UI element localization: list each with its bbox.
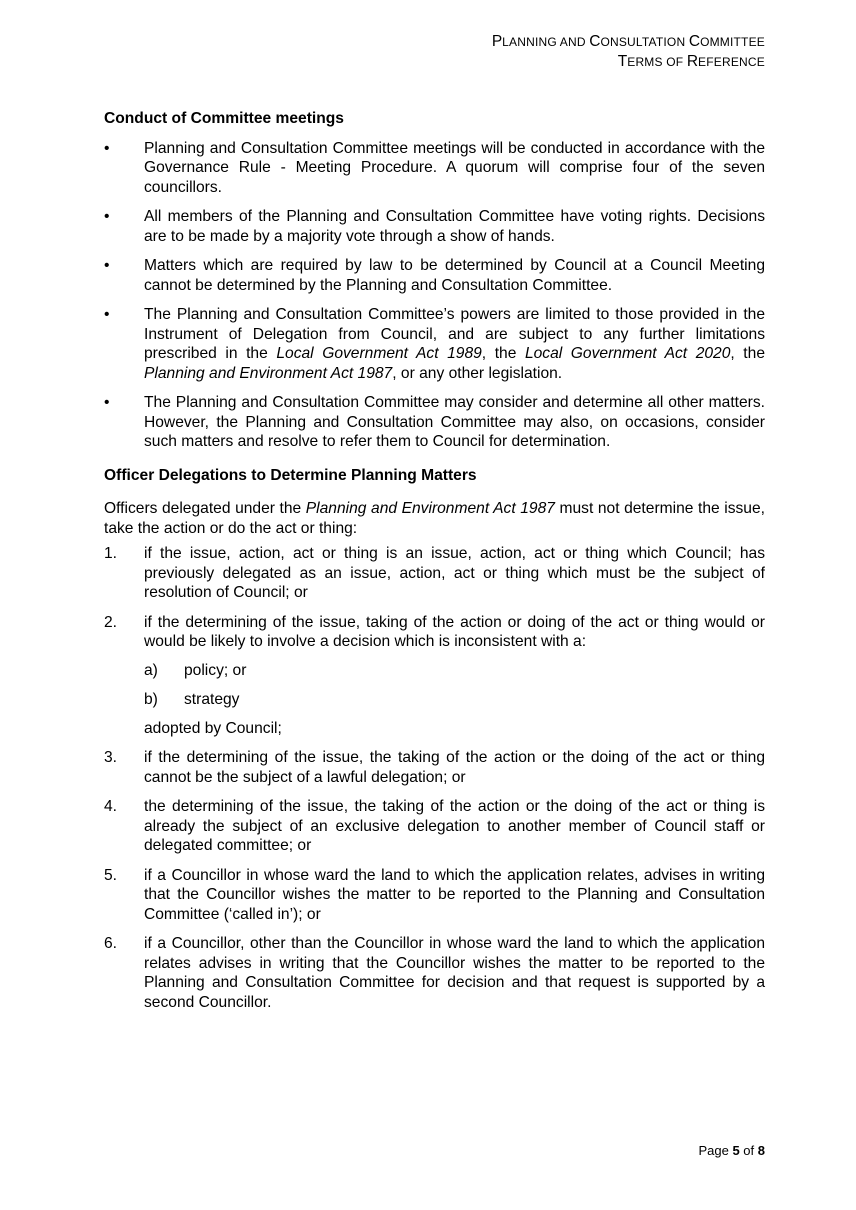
page-footer [698, 1143, 765, 1158]
total-pages: 8 [757, 1143, 765, 1158]
bullet-text: Planning and Consultation Committee meetings will be conducted in accordance with the Governance Rule - Meeting Procedure. A quorum will comprise four of the seven councillors. [144, 139, 765, 196]
bullet-text: Matters which are required by law to be determined by Council at a Council Meeting cannot be determined by the Planning and Consultation Committee. [144, 257, 765, 294]
list-item [104, 207, 765, 246]
text-run: must not determine the issue, take the action or do the act or thing: [104, 500, 765, 537]
bullet-text: The Planning and Consultation Committee may consider and determine all other matters. However, the Planning and Consultation Committee may also, on occasions, consider such matters and resolve to refer them to Council for determination. [144, 394, 765, 450]
item-number: 4. [104, 798, 118, 815]
item-text: if the determining of the issue, taking of the action or doing of the act or thing would or would be likely to involve a decision which is inconsistent with a: [144, 613, 765, 650]
text-run: , the [481, 345, 525, 362]
header-line-1 [492, 32, 765, 52]
header-smallcaps: ERMS OF [627, 55, 687, 69]
page-number: 5 [732, 1143, 740, 1158]
list-item [104, 866, 765, 925]
sub-item-label: a) [144, 661, 158, 679]
bullet-icon: • [104, 257, 110, 274]
sub-item-label: b) [144, 690, 158, 708]
act-title: Local Government Act 1989 [276, 345, 482, 362]
header-smallcaps: EFERENCE [698, 55, 765, 69]
item-continuation: adopted by Council; [144, 719, 282, 737]
item-text: if the determining of the issue, the taking of the action or the doing of the act or thing cannot be the subject of a lawful delegation; or [144, 749, 765, 786]
item-number: 3. [104, 749, 118, 766]
bullet-icon: • [104, 306, 110, 323]
page-body [104, 109, 765, 1022]
item-text: if a Councillor, other than the Councillor in whose ward the land to which the application relates advises in writing that the Councillor wishes the matter to be reported to the Planning and Consultation Committee for decision and that request is supported by a second Councillor. [144, 935, 765, 1011]
bullet-icon: • [104, 208, 110, 225]
list-item [104, 256, 765, 295]
item-text: if the issue, action, act or thing is an issue, action, act or thing which Council; has previously delegated as an issue, action, act or thing which must be the subject of resolution of Council; or [144, 545, 765, 601]
act-title: Local Government Act 2020 [524, 345, 731, 362]
of-label: of [743, 1143, 755, 1158]
bullet-text: All members of the Planning and Consultation Committee have voting rights. Decisions are to be made by a majority vote through a show of hands. [144, 208, 765, 245]
header-smallcaps: LANNING AND [502, 35, 590, 49]
list-item [104, 139, 765, 198]
header-smallcaps: ONSULTATION [600, 35, 689, 49]
conduct-bullet-list [104, 139, 765, 452]
header-smallcaps: OMMITTEE [700, 35, 765, 49]
item-text: if a Councillor in whose ward the land to which the application relates, advises in writing that the Councillor wishes the matter to be reported to the Planning and Consultation Committee (‘called in’); or [144, 866, 765, 923]
bullet-icon: • [104, 394, 110, 411]
section-heading-delegations: Officer Delegations to Determine Planning Matters [104, 466, 477, 484]
item-number: 6. [104, 935, 118, 952]
delegations-intro [104, 499, 765, 538]
sub-item-text: strategy [184, 690, 240, 708]
list-item [104, 797, 765, 856]
header-cap: C [688, 33, 701, 50]
item-number: 2. [104, 613, 118, 631]
running-header [492, 32, 765, 72]
text-run: The Planning and Consultation Committee’s powers are limited to those provided in the Instrument of Delegation from Council, and are subject to any further limitations prescribed in the [144, 306, 765, 362]
bullet-text [144, 306, 765, 382]
header-cap: P [491, 33, 503, 50]
header-cap: C [589, 33, 601, 50]
text-run: Officers delegated under the [104, 500, 306, 517]
text-run: , the [730, 345, 765, 362]
text-run: , or any other legislation. [392, 364, 563, 382]
item-number: 1. [104, 545, 118, 562]
sub-item [144, 661, 765, 681]
item-number: 5. [104, 866, 118, 884]
act-title: Planning and Environment Act 1987 [305, 500, 555, 517]
delegation-exclusions-list [104, 544, 765, 1012]
page-label: Page [698, 1143, 729, 1158]
list-item [104, 393, 765, 452]
list-item [104, 748, 765, 787]
sub-item [144, 690, 765, 710]
list-item [104, 613, 765, 739]
item-text: the determining of the issue, the taking of the action or the doing of the act or thing is already the subject of an exclusive delegation to another member of Council staff or delegated committee; or [144, 798, 765, 854]
list-item [104, 305, 765, 383]
header-cap: R [686, 53, 699, 70]
section-heading-conduct: Conduct of Committee meetings [104, 110, 344, 127]
sub-item-text: policy; or [184, 661, 247, 679]
list-item [104, 934, 765, 1012]
header-cap: T [617, 53, 628, 70]
bullet-icon: • [104, 139, 110, 157]
list-item [104, 544, 765, 603]
act-title: Planning and Environment Act 1987 [144, 364, 393, 382]
header-line-2 [492, 52, 765, 72]
